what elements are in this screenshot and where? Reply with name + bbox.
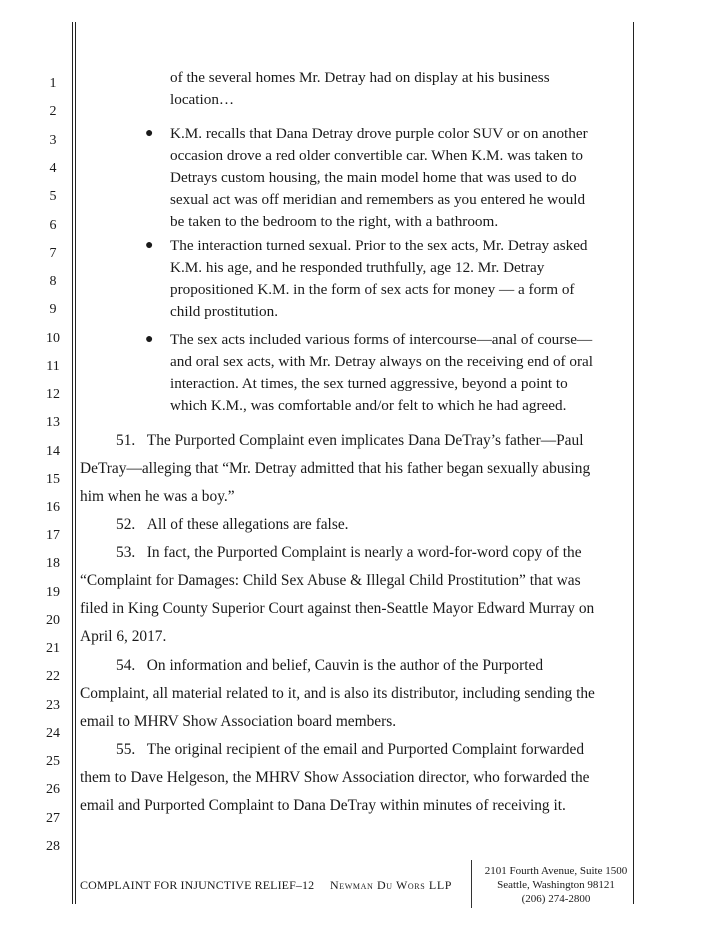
- line-number: 11: [46, 359, 60, 374]
- text-line: be taken to the bedroom to the right, with a bathroom.: [170, 213, 499, 230]
- text-line: The original recipient of the email and Purported Complaint forwarded: [146, 741, 585, 758]
- text-line: The sex acts included various forms of intercourse—anal of course—: [170, 331, 593, 348]
- text-line: child prostitution.: [170, 303, 278, 320]
- text-line: K.M. recalls that Dana Detray drove purple color SUV or on another: [170, 125, 588, 142]
- paragraph-number: 52.: [116, 516, 136, 533]
- footer-caption: COMPLAINT FOR INJUNCTIVE RELIEF–12: [80, 878, 315, 892]
- line-number: 4: [49, 161, 57, 176]
- text-line: The Purported Complaint even implicates Dana DeTray’s father—Paul: [146, 432, 584, 449]
- text-line: of the several homes Mr. Detray had on display at his business: [170, 69, 550, 86]
- text-line: All of these allegations are false.: [146, 516, 349, 533]
- text-line: them to Dave Helgeson, the MHRV Show Association director, who forwarded the: [80, 769, 590, 786]
- paragraph-first-line: [116, 516, 349, 534]
- text-line: In fact, the Purported Complaint is nearly a word-for-word copy of the: [146, 544, 582, 561]
- line-number: 23: [46, 698, 60, 713]
- text-line: “Complaint for Damages: Child Sex Abuse & Illegal Child Prostitution” that was: [80, 572, 581, 589]
- text-line: sexual act was off meridian and remembers as you entered he would: [170, 191, 586, 208]
- line-number: 24: [46, 726, 60, 741]
- footer-address: [476, 864, 636, 906]
- text-line: email and Purported Complaint to Dana DeTray within minutes of receiving it.: [80, 797, 566, 814]
- line-number: 15: [46, 472, 60, 487]
- line-number: 3: [49, 133, 57, 148]
- text-line: filed in King County Superior Court against then-Seattle Mayor Edward Murray on: [80, 600, 595, 617]
- left-margin-rule: [72, 22, 73, 904]
- text-line: interaction. At times, the sex turned aggressive, beyond a point to: [170, 375, 568, 392]
- line-number: 13: [46, 415, 60, 430]
- line-number: 7: [49, 246, 57, 261]
- text-line: occasion drove a red older convertible car. When K.M. was taken to: [170, 147, 584, 164]
- line-number: 1: [49, 76, 57, 91]
- text-line: DeTray—alleging that “Mr. Detray admitted that his father began sexually abusing: [80, 460, 591, 477]
- footer-divider: [471, 860, 472, 908]
- address-line-1: 2101 Fourth Avenue, Suite 1500: [484, 865, 628, 877]
- text-line: Detrays custom housing, the main model home that was used to do: [170, 169, 577, 186]
- left-margin-rule-inner: [75, 22, 76, 904]
- phone-number: (206) 274-2800: [521, 893, 591, 905]
- line-number: 19: [46, 585, 60, 600]
- text-line: propositioned K.M. in the form of sex acts for money — a form of: [170, 281, 575, 298]
- line-number: 28: [46, 839, 60, 854]
- line-number: 20: [46, 613, 60, 628]
- paragraph-first-line: [116, 544, 582, 562]
- line-number: 5: [49, 189, 57, 204]
- line-number: 2: [49, 104, 57, 119]
- paragraph-first-line: [116, 657, 543, 675]
- text-line: him when he was a boy.”: [80, 488, 235, 505]
- text-line: On information and belief, Cauvin is the author of the Purported: [146, 657, 544, 674]
- line-number: 17: [46, 528, 60, 543]
- text-line: email to MHRV Show Association board members.: [80, 713, 397, 730]
- paragraph-first-line: [116, 741, 584, 759]
- paragraph-number: 51.: [116, 432, 136, 449]
- line-number: 22: [46, 669, 60, 684]
- text-line: Complaint, all material related to it, and is also its distributor, including sending the: [80, 685, 595, 702]
- bullet-icon: ●: [145, 332, 154, 347]
- address-line-2: Seattle, Washington 98121: [497, 879, 615, 891]
- bullet-icon: ●: [145, 238, 154, 253]
- line-number: 6: [49, 218, 57, 233]
- line-number: 10: [46, 331, 60, 346]
- line-number: 8: [49, 274, 57, 289]
- line-number: 12: [46, 387, 60, 402]
- line-number: 27: [46, 811, 60, 826]
- text-line: which K.M., was comfortable and/or felt to which he had agreed.: [170, 397, 567, 414]
- paragraph-first-line: [116, 432, 583, 450]
- line-number: 16: [46, 500, 60, 515]
- line-number: 26: [46, 782, 60, 797]
- text-line: and oral sex acts, with Mr. Detray always on the receiving end of oral: [170, 353, 594, 370]
- paragraph-number: 53.: [116, 544, 136, 561]
- line-number: 21: [46, 641, 60, 656]
- line-number: 25: [46, 754, 60, 769]
- paragraph-number: 54.: [116, 657, 136, 674]
- line-number: 14: [46, 444, 60, 459]
- text-line: The interaction turned sexual. Prior to the sex acts, Mr. Detray asked: [170, 237, 588, 254]
- line-number: 9: [49, 302, 57, 317]
- paragraph-number: 55.: [116, 741, 136, 758]
- footer-firm-name: Newman Du Wors LLP: [330, 878, 453, 892]
- bullet-icon: ●: [145, 126, 154, 141]
- text-line: K.M. his age, and he responded truthfully, age 12. Mr. Detray: [170, 259, 545, 276]
- line-number: 18: [46, 556, 60, 571]
- text-line: April 6, 2017.: [80, 628, 167, 645]
- text-line: location…: [170, 91, 235, 108]
